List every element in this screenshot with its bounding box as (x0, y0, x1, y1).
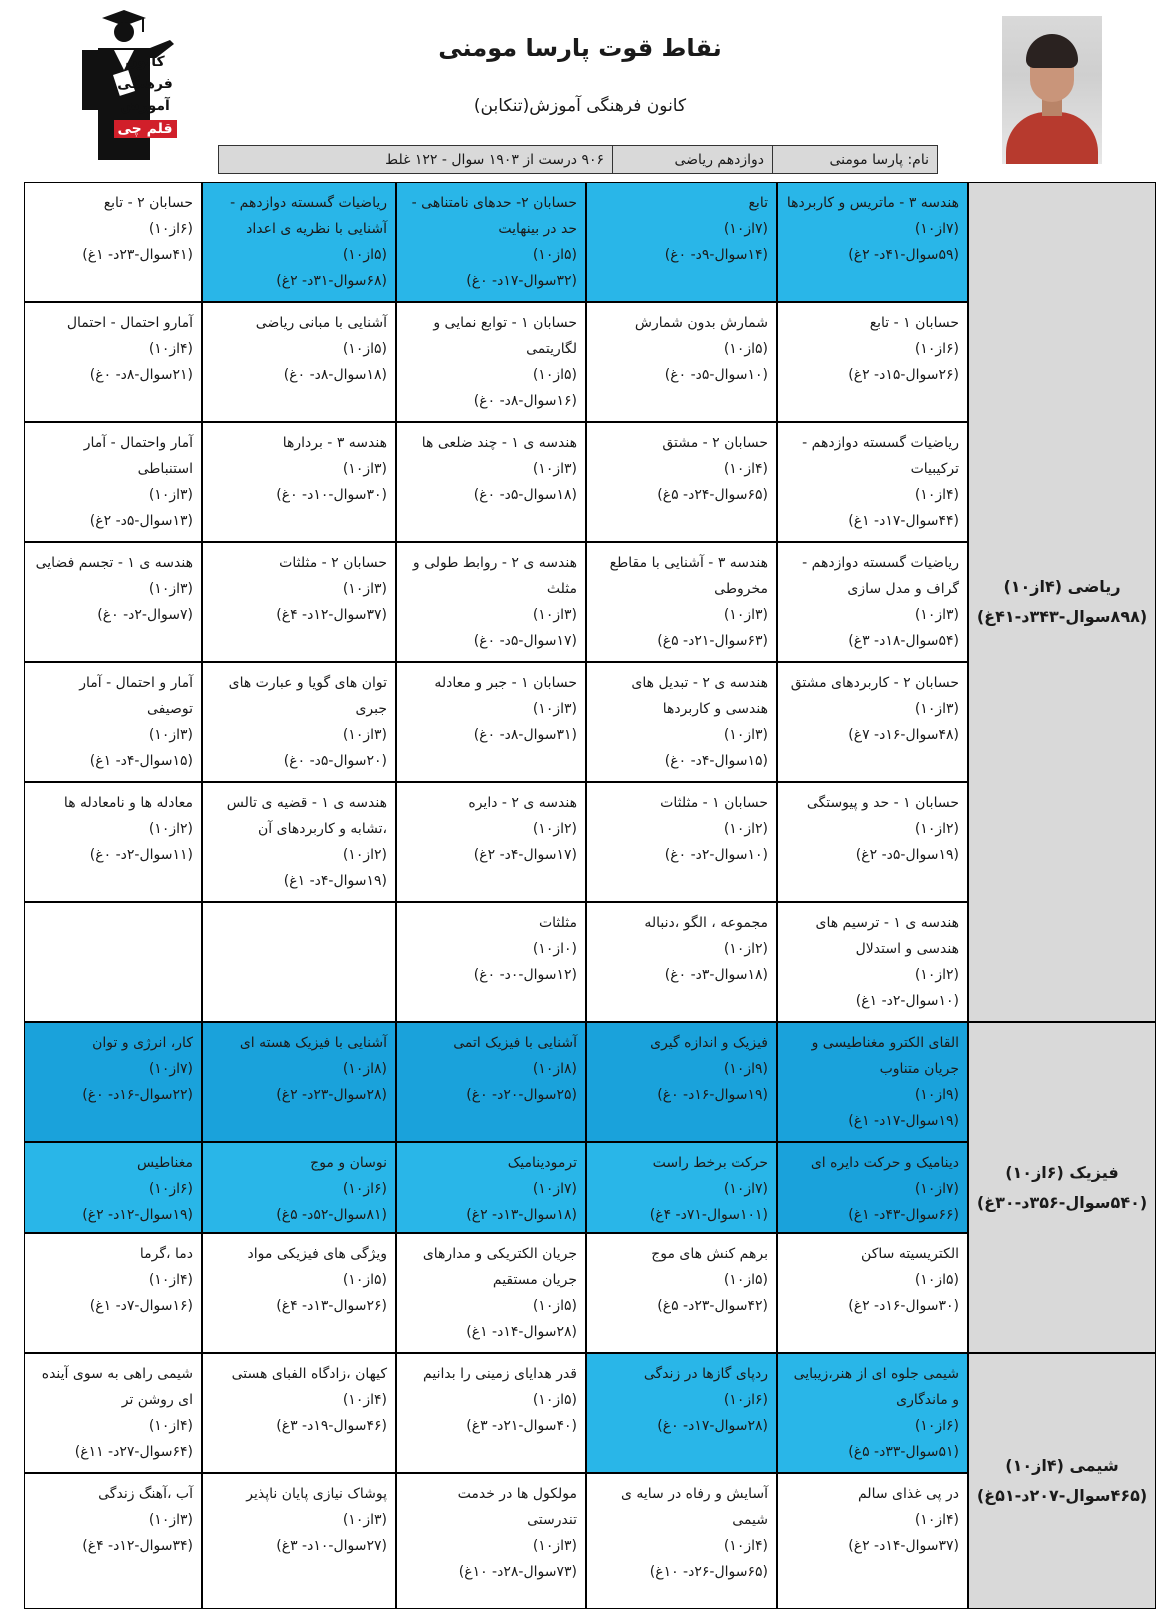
topic-cell (202, 542, 396, 662)
topic-score: (۵از۱۰) (342, 247, 387, 263)
topic-counts: (۱۰سوال-۲د- ۰غ) (664, 847, 768, 863)
topic-name: حسابان ۱ - مثلثات (660, 795, 768, 811)
topic-counts: (۵۹سوال-۴۱د- ۲غ) (848, 247, 959, 263)
topic-counts: (۱۹سوال-۱۶د- ۰غ) (657, 1087, 768, 1103)
topic-cell (586, 1233, 777, 1353)
topic-counts: (۱۸سوال-۵د- ۰غ) (473, 487, 577, 503)
topic-counts: (۵۱سوال-۳۳د- ۵غ) (848, 1444, 959, 1460)
topic-score: (۴از۱۰) (148, 341, 193, 357)
topic-counts: (۱۵سوال-۴د- ۰غ) (664, 753, 768, 769)
topic-name: معادله ها و نامعادله ها (63, 795, 193, 811)
topic-counts: (۱۹سوال-۱۷د- ۱غ) (848, 1113, 959, 1129)
topic-score: (۳از۱۰) (532, 1538, 577, 1554)
topic-cell (777, 1022, 968, 1142)
topic-name: هندسه ی ۱ - تجسم فضایی (35, 555, 193, 571)
topic-score: (۲از۱۰) (914, 967, 959, 983)
topic-name: آشنایی با فیزیک اتمی (453, 1035, 577, 1051)
topic-score: (۲از۱۰) (723, 941, 768, 957)
topic-cell (202, 422, 396, 542)
topic-name: دینامیک و حرکت دایره ای (810, 1155, 959, 1171)
topic-counts: (۱۷سوال-۵د- ۰غ) (473, 633, 577, 649)
topic-score: (۴از۱۰) (148, 1272, 193, 1288)
logo-word: فرهنگی (117, 76, 173, 92)
topic-cell (777, 782, 968, 902)
topic-cell (586, 302, 777, 422)
student-name: نام: پارسا مومنی (772, 146, 937, 173)
topic-cell (586, 1353, 777, 1473)
topic-name: تابع (748, 195, 768, 211)
topic-cell (586, 902, 777, 1022)
topic-score: (۳از۱۰) (342, 1512, 387, 1528)
topic-counts: (۱۸سوال-۸د- ۰غ) (283, 367, 387, 383)
topic-counts: (۳۱سوال-۸د- ۰غ) (473, 727, 577, 743)
topic-cell (777, 1473, 968, 1609)
topic-cell (586, 782, 777, 902)
subject-cell: فیزیک (۶از۱۰) (۵۴۰سوال-۳۵۶د-۳۰غ) (968, 1022, 1156, 1353)
topic-score: (۴از۱۰) (914, 1512, 959, 1528)
topic-counts: (۳۰سوال-۱۰د- ۰غ) (276, 487, 387, 503)
topic-name: شیمی جلوه ای از هنر،زیبایی و ماندگاری (793, 1366, 959, 1408)
topic-counts: (۶۵سوال-۲۴د- ۵غ) (657, 487, 768, 503)
topic-name: الکتریسیته ساکن (861, 1246, 959, 1262)
topic-counts: (۷۳سوال-۲۸د- ۱۰غ) (458, 1564, 577, 1580)
topic-counts: (۲۵سوال-۲۰د- ۰غ) (466, 1087, 577, 1103)
topic-name: آمار و احتمال - آمار توصیفی (79, 675, 193, 717)
topic-score: (۸از۱۰) (532, 1061, 577, 1077)
topic-cell (24, 1473, 202, 1609)
topic-score: (۵از۱۰) (723, 1272, 768, 1288)
topic-score: (۵از۱۰) (532, 1392, 577, 1408)
topic-cell (396, 542, 586, 662)
topic-name: هندسه ۳ - ماتریس و کاربردها (786, 195, 959, 211)
topic-counts: (۲۷سوال-۱۰د- ۳غ) (276, 1538, 387, 1554)
topic-score: (۹از۱۰) (723, 1061, 768, 1077)
topic-score: (۳از۱۰) (148, 487, 193, 503)
logo-word: کانون (125, 54, 165, 70)
topic-score: (۲از۱۰) (342, 847, 387, 863)
topic-score: (۳از۱۰) (148, 727, 193, 743)
topic-counts: (۶۶سوال-۴۳د- ۱غ) (848, 1207, 959, 1223)
topic-cell (777, 1142, 968, 1233)
topic-cell (586, 1473, 777, 1609)
topic-cell (396, 1022, 586, 1142)
topic-counts: (۲۸سوال-۱۷د- ۰غ) (657, 1418, 768, 1434)
topic-cell (777, 662, 968, 782)
topic-score: (۶از۱۰) (723, 1392, 768, 1408)
topic-cell (24, 1353, 202, 1473)
topic-name: حسابان ۲ - تابع (103, 195, 193, 211)
topic-score: (۵از۱۰) (914, 1272, 959, 1288)
topic-score: (۵از۱۰) (723, 341, 768, 357)
topic-score: (۳از۱۰) (148, 1512, 193, 1528)
topic-score: (۴از۱۰) (342, 1392, 387, 1408)
topic-name: هندسه ی ۱ - قضیه ی تالس ،تشابه و کاربردهای آن (226, 795, 387, 837)
topic-name: حسابان ۱ - تابع (869, 315, 959, 331)
topic-score: (۲از۱۰) (723, 821, 768, 837)
topic-name: هندسه ی ۲ - روابط طولی و مثلث (412, 555, 577, 597)
topic-cell (777, 1233, 968, 1353)
topic-cell (24, 1022, 202, 1142)
topic-cell (24, 422, 202, 542)
topic-counts: (۱۲سوال-۰د- ۰غ) (473, 967, 577, 983)
topic-cell (586, 422, 777, 542)
topic-score: (۵از۱۰) (532, 247, 577, 263)
topic-cell (24, 542, 202, 662)
topic-cell (777, 542, 968, 662)
topic-counts: (۲۲سوال-۱۶د- ۰غ) (82, 1087, 193, 1103)
topic-cell (202, 1473, 396, 1609)
topic-cell (202, 782, 396, 902)
topic-name: حسابان ۲ - مثلثات (279, 555, 387, 571)
student-info-bar (218, 145, 938, 174)
topic-score: (۳از۱۰) (342, 581, 387, 597)
topic-counts: (۵۴سوال-۱۸د- ۳غ) (848, 633, 959, 649)
topic-counts: (۴۴سوال-۱۷د- ۱غ) (848, 513, 959, 529)
logo-word: قلم چی (114, 120, 177, 138)
student-grade: دوازدهم ریاضی (612, 146, 772, 173)
topic-name: دما ،گرما (139, 1246, 193, 1262)
topic-counts: (۴۸سوال-۱۶د- ۷غ) (848, 727, 959, 743)
topic-cell (777, 1353, 968, 1473)
topic-cell (202, 1022, 396, 1142)
topic-score: (۷از۱۰) (148, 1061, 193, 1077)
topic-counts: (۶۵سوال-۲۶د- ۱۰غ) (649, 1564, 768, 1580)
topic-name: حسابان ۲ - کاربردهای مشتق (790, 675, 959, 691)
topic-score: (۵از۱۰) (532, 367, 577, 383)
topic-name: هندسه ی ۱ - ترسیم های هندسی و استدلال (815, 915, 959, 957)
topic-cell (586, 1142, 777, 1233)
topic-cell (777, 182, 968, 302)
logo-word: آموزش (120, 98, 170, 114)
topic-score: (۴از۱۰) (148, 1418, 193, 1434)
topic-name: کیهان ،زادگاه الفبای هستی (231, 1366, 387, 1382)
topic-score: (۳از۱۰) (532, 607, 577, 623)
topic-cell (586, 182, 777, 302)
topic-counts: (۶۴سوال-۲۷د- ۱۱غ) (74, 1444, 193, 1460)
topic-name: حرکت برخط راست (652, 1155, 768, 1171)
topic-score: (۲از۱۰) (148, 821, 193, 837)
topic-name: کار، انرژی و توان (92, 1035, 193, 1051)
topic-counts: (۴۰سوال-۲۱د- ۳غ) (466, 1418, 577, 1434)
topic-cell (586, 662, 777, 782)
topic-name: در پی غذای سالم (857, 1486, 959, 1502)
topic-name: برهم کنش های موج (651, 1246, 768, 1262)
topic-counts: (۱۶سوال-۸د- ۰غ) (473, 393, 577, 409)
topic-cell (24, 302, 202, 422)
topic-name: آمارو احتمال - احتمال (66, 315, 193, 331)
topic-counts: (۱۹سوال-۱۲د- ۲غ) (82, 1207, 193, 1223)
topic-cell (777, 422, 968, 542)
topic-cell (396, 422, 586, 542)
topic-name: هندسه ی ۲ - تبدیل های هندسی و کاربردها (631, 675, 768, 717)
topic-name: حسابان ۱ - حد و پیوستگی (806, 795, 959, 811)
topic-cell (202, 1142, 396, 1233)
topic-name: جریان الکتریکی و مدارهای جریان مستقیم (422, 1246, 577, 1288)
topic-name: حسابان ۲ - مشتق (662, 435, 768, 451)
topic-cell (24, 662, 202, 782)
topic-score: (۶از۱۰) (342, 1181, 387, 1197)
topic-counts: (۱۷سوال-۴د- ۲غ) (473, 847, 577, 863)
subject-cell: شیمی (۴از۱۰) (۴۶۵سوال-۲۰۷د-۵۱غ) (968, 1353, 1156, 1609)
empty-cell (202, 902, 396, 1022)
topic-cell (396, 302, 586, 422)
topic-name: القای الکترو مغناطیسی و جریان متناوب (811, 1035, 959, 1077)
topic-counts: (۸۱سوال-۵۲د- ۵غ) (276, 1207, 387, 1223)
topic-counts: (۲۶سوال-۱۳د- ۴غ) (276, 1298, 387, 1314)
topic-counts: (۷سوال-۲د- ۰غ) (97, 607, 193, 623)
topic-score: (۳از۱۰) (342, 461, 387, 477)
topic-name: ریاضیات گسسته دوازدهم - گراف و مدل سازی (802, 555, 959, 597)
topic-score: (۳از۱۰) (723, 607, 768, 623)
topic-counts: (۳۷سوال-۱۲د- ۴غ) (276, 607, 387, 623)
topic-cell (24, 1142, 202, 1233)
topic-cell (586, 1022, 777, 1142)
topic-counts: (۴۲سوال-۲۳د- ۵غ) (657, 1298, 768, 1314)
topic-score: (۳از۱۰) (342, 727, 387, 743)
student-photo (1002, 16, 1102, 164)
topic-counts: (۱۶سوال-۷د- ۱غ) (89, 1298, 193, 1314)
topic-score: (۲از۱۰) (532, 821, 577, 837)
topic-score: (۰از۱۰) (532, 941, 577, 957)
topic-counts: (۱۰۱سوال-۷۱د- ۴غ) (649, 1207, 768, 1223)
topic-score: (۴از۱۰) (723, 1538, 768, 1554)
strengths-table (24, 182, 1156, 1609)
topic-counts: (۳۰سوال-۱۶د- ۲غ) (848, 1298, 959, 1314)
topic-score: (۷از۱۰) (914, 1181, 959, 1197)
topic-name: آشنایی با فیزیک هسته ای (239, 1035, 387, 1051)
topic-score: (۳از۱۰) (914, 701, 959, 717)
topic-score: (۶از۱۰) (148, 1181, 193, 1197)
topic-counts: (۱۰سوال-۵د- ۰غ) (664, 367, 768, 383)
topic-counts: (۴۱سوال-۲۳د- ۱غ) (82, 247, 193, 263)
topic-name: توان های گویا و عبارت های جبری (228, 675, 387, 717)
topic-score: (۴از۱۰) (914, 487, 959, 503)
topic-score: (۵از۱۰) (342, 341, 387, 357)
topic-counts: (۱۹سوال-۴د- ۱غ) (283, 873, 387, 889)
logo-text (110, 54, 180, 138)
topic-counts: (۱۵سوال-۴د- ۱غ) (89, 753, 193, 769)
topic-cell (202, 662, 396, 782)
topic-name: ریاضیات گسسته دوازدهم - آشنایی با نظریه ی اعداد (230, 195, 387, 237)
topic-name: ریاضیات گسسته دوازدهم - ترکیبیات (802, 435, 959, 477)
topic-counts: (۳۷سوال-۱۴د- ۲غ) (848, 1538, 959, 1554)
topic-score: (۶از۱۰) (914, 341, 959, 357)
topic-cell (396, 1473, 586, 1609)
topic-counts: (۶۳سوال-۲۱د- ۵غ) (657, 633, 768, 649)
topic-score: (۳از۱۰) (148, 581, 193, 597)
topic-cell (777, 302, 968, 422)
topic-counts: (۳۴سوال-۱۲د- ۴غ) (82, 1538, 193, 1554)
topic-name: نوسان و موج (310, 1155, 387, 1171)
topic-cell (24, 782, 202, 902)
topic-score: (۳از۱۰) (723, 727, 768, 743)
topic-name: قدر هدایای زمینی را بدانیم (423, 1366, 577, 1382)
topic-name: شمارش بدون شمارش (634, 315, 768, 331)
subject-cell: ریاضی (۴از۱۰) (۸۹۸سوال-۳۴۳د-۴۱غ) (968, 182, 1156, 1022)
topic-score: (۸از۱۰) (342, 1061, 387, 1077)
topic-cell (396, 1142, 586, 1233)
topic-name: ردپای گازها در زندگی (643, 1366, 768, 1382)
page-title: نقاط قوت پارسا مومنی (438, 34, 722, 62)
topic-name: ترمودینامیک (507, 1155, 577, 1171)
topic-score: (۷از۱۰) (532, 1181, 577, 1197)
topic-counts: (۶۸سوال-۳۱د- ۲غ) (276, 273, 387, 289)
topic-counts: (۲۰سوال-۵د- ۰غ) (283, 753, 387, 769)
topic-name: هندسه ۳ - آشنایی با مقاطع مخروطی (609, 555, 768, 597)
topic-score: (۴از۱۰) (723, 461, 768, 477)
topic-counts: (۱۸سوال-۳د- ۰غ) (664, 967, 768, 983)
topic-cell (202, 1353, 396, 1473)
topic-name: فیزیک و اندازه گیری (650, 1035, 768, 1051)
overall-stats: ۹۰۶ درست از ۱۹۰۳ سوال - ۱۲۲ غلط (385, 151, 604, 168)
topic-counts: (۱۹سوال-۵د- ۲غ) (855, 847, 959, 863)
topic-cell (396, 182, 586, 302)
topic-cell (396, 782, 586, 902)
topic-counts: (۱۸سوال-۱۳د- ۲غ) (466, 1207, 577, 1223)
topic-score: (۳از۱۰) (532, 461, 577, 477)
topic-score: (۷از۱۰) (723, 1181, 768, 1197)
topic-counts: (۱۳سوال-۵د- ۲غ) (89, 513, 193, 529)
topic-cell (202, 1233, 396, 1353)
topic-name: آب ،آهنگ زندگی (98, 1486, 193, 1502)
topic-name: حسابان ۲- حدهای نامتناهی - حد در بینهایت (411, 195, 577, 237)
topic-counts: (۱۴سوال-۹د- ۰غ) (664, 247, 768, 263)
topic-name: آمار واحتمال - آمار استنباطی (83, 435, 193, 477)
topic-score: (۲از۱۰) (914, 821, 959, 837)
topic-name: هندسه ی ۱ - چند ضلعی ها (421, 435, 577, 451)
topic-score: (۷از۱۰) (914, 221, 959, 237)
branch-subtitle: کانون فرهنگی آموزش(تنکابن) (473, 96, 687, 116)
topic-name: هندسه ی ۲ - دایره (468, 795, 577, 811)
empty-cell (24, 902, 202, 1022)
topic-name: حسابان ۱ - جبر و معادله (434, 675, 577, 691)
topic-cell (396, 662, 586, 782)
topic-name: ویژگی های فیزیکی مواد (247, 1246, 387, 1262)
topic-cell (396, 1233, 586, 1353)
topic-name: حسابان ۱ - توابع نمایی و لگاریتمی (433, 315, 577, 357)
topic-cell (586, 542, 777, 662)
topic-cell (202, 182, 396, 302)
topic-cell (777, 902, 968, 1022)
topic-cell (202, 302, 396, 422)
topic-counts: (۴۶سوال-۱۹د- ۳غ) (276, 1418, 387, 1434)
topic-score: (۳از۱۰) (914, 607, 959, 623)
topic-name: مغناطیس (137, 1155, 193, 1171)
topic-score: (۳از۱۰) (532, 701, 577, 717)
topic-counts: (۳۲سوال-۱۷د- ۰غ) (466, 273, 577, 289)
topic-name: آسایش و رفاه در سایه ی شیمی (620, 1486, 768, 1528)
topic-name: آشنایی با مبانی ریاضی (255, 315, 387, 331)
topic-score: (۵از۱۰) (532, 1298, 577, 1314)
topic-cell (24, 182, 202, 302)
topic-name: پوشاک نیازی پایان ناپذیر (246, 1486, 387, 1502)
topic-counts: (۲۶سوال-۱۵د- ۲غ) (848, 367, 959, 383)
topic-name: مجموعه ، الگو ،دنباله (644, 915, 768, 931)
topic-score: (۶از۱۰) (148, 221, 193, 237)
topic-name: مولکول ها در خدمت تندرستی (457, 1486, 577, 1528)
topic-cell (24, 1233, 202, 1353)
topic-score: (۵از۱۰) (342, 1272, 387, 1288)
topic-name: هندسه ۳ - بردارها (282, 435, 387, 451)
topic-name: شیمی راهی به سوی آینده ای روشن تر (41, 1366, 193, 1408)
topic-score: (۹از۱۰) (914, 1087, 959, 1103)
topic-score: (۶از۱۰) (914, 1418, 959, 1434)
topic-counts: (۲۸سوال-۱۴د- ۱غ) (466, 1324, 577, 1340)
topic-cell (396, 902, 586, 1022)
topic-counts: (۲۱سوال-۸د- ۰غ) (89, 367, 193, 383)
topic-counts: (۱۰سوال-۲د- ۱غ) (855, 993, 959, 1009)
topic-counts: (۲۸سوال-۲۳د- ۲غ) (276, 1087, 387, 1103)
topic-cell (396, 1353, 586, 1473)
topic-counts: (۱۱سوال-۲د- ۰غ) (89, 847, 193, 863)
report-header (0, 0, 1156, 182)
topic-name: مثلثات (538, 915, 577, 931)
topic-score: (۷از۱۰) (723, 221, 768, 237)
